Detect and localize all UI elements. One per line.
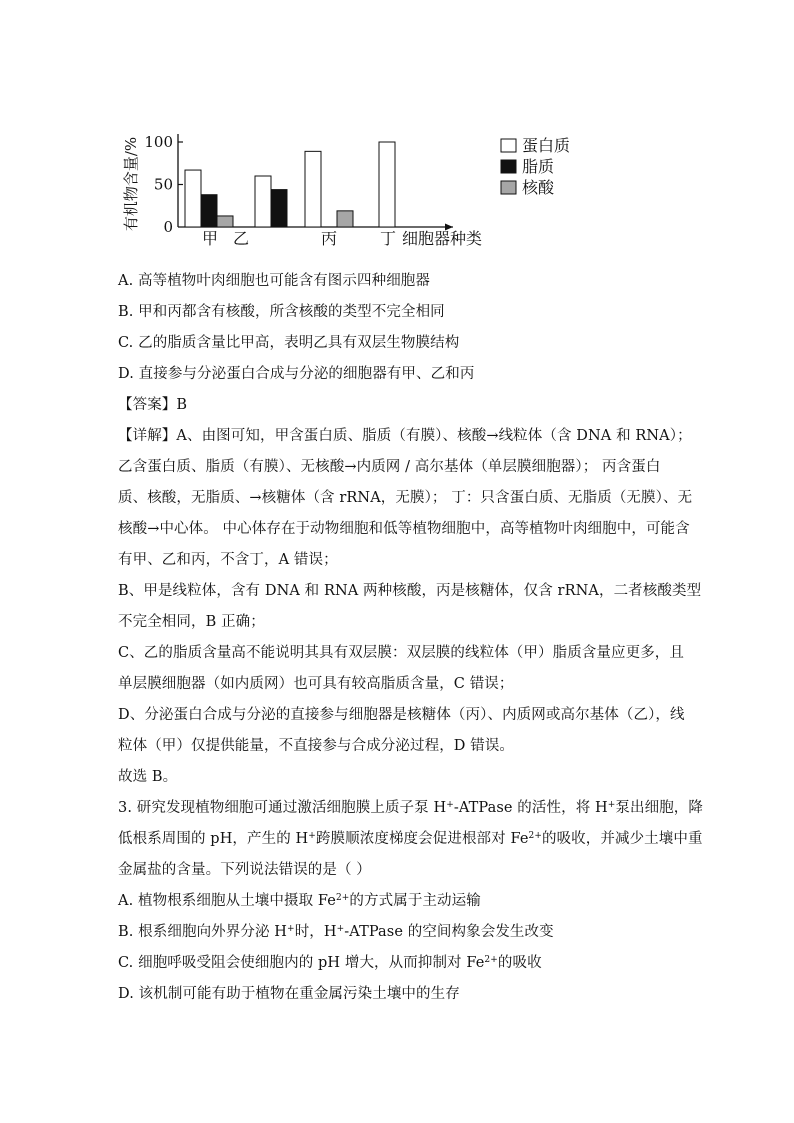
y-axis-label: 有机物含量/% <box>122 136 140 232</box>
legend-label: 核酸 <box>522 178 555 197</box>
explanation-line: 核酸→中心体。 中心体存在于动物细胞和低等植物细胞中，高等植物叶肉细胞中，可能含 <box>118 521 690 537</box>
explanation-line: 故选 B。 <box>118 769 178 785</box>
y-tick-label: 0 <box>163 218 173 236</box>
bar <box>379 142 395 227</box>
bar <box>185 170 201 227</box>
explanation-line: 有甲、乙和丙，不含丁，A 错误； <box>118 552 338 568</box>
option-line: A. 高等植物叶肉细胞也可能含有图示四种细胞器 <box>118 273 430 289</box>
bar <box>217 216 233 227</box>
bar <box>337 211 353 227</box>
explanation-line: 粒体（甲）仅提供能量，不直接参与合成分泌过程，D 错误。 <box>118 738 515 754</box>
option-line: D. 直接参与分泌蛋白合成与分泌的细胞器有甲、乙和丙 <box>118 366 475 382</box>
explanation-line: 【详解】A、由图可知，甲含蛋白质、脂质（有膜）、核酸→线粒体（含 DNA 和 RNA）； <box>118 428 692 444</box>
q3-option-a: A. 植物根系细胞从土壤中摄取 $Fe^{2+}$的方式属于主动运输 <box>118 893 481 909</box>
q3-stem-line-1: 3. 研究发现植物细胞可通过激活细胞膜上质子泵 H+-ATPase 的活性，将 H+泵出细胞，降 <box>118 800 704 816</box>
bar <box>305 151 321 227</box>
y-tick-label: 100 <box>144 133 173 151</box>
legend-swatch <box>501 139 516 152</box>
bar-chart <box>118 116 588 266</box>
x-category-label: 丁 <box>379 229 397 248</box>
bar <box>271 190 287 227</box>
bar <box>255 176 271 227</box>
x-category-label: 丙 <box>320 229 338 248</box>
question-3 <box>118 793 704 1010</box>
explanation-line: B、甲是线粒体，含有 DNA 和 RNA 两种核酸，丙是核糖体，仅含 rRNA，二者核酸类型 <box>118 583 702 599</box>
answer-line: 【答案】B <box>118 397 188 413</box>
q3-option-d: D. 该机制可能有助于植物在重金属污染土壤中的生存 <box>118 986 460 1002</box>
option-line: B. 甲和丙都含有核酸，所含核酸的类型不完全相同 <box>118 304 445 320</box>
legend-swatch <box>501 160 516 173</box>
q3-option-b: B. 根系细胞向外界分泌 H+时，H+-ATPase 的空间构象会发生改变 <box>118 924 554 940</box>
options-list <box>118 266 678 390</box>
q3-stem-line-3: 金属盐的含量。下列说法错误的是（ ） <box>118 862 371 878</box>
explanation-line: 单层膜细胞器（如内质网）也可具有较高脂质含量，C 错误； <box>118 676 514 692</box>
explanation-line: C、乙的脂质含量高不能说明其具有双层膜：双层膜的线粒体（甲）脂质含量应更多，且 <box>118 645 684 661</box>
y-tick-label: 50 <box>153 175 173 194</box>
explanation-line: 质、核酸，无脂质、→核糖体（含 rRNA，无膜）； 丁：只含蛋白质、无脂质（无膜）、无 <box>118 490 693 506</box>
x-axis-label: 细胞器种类 <box>401 229 483 248</box>
bar <box>201 195 217 227</box>
legend-swatch <box>501 181 516 194</box>
question-content <box>118 266 704 1010</box>
option-line: C. 乙的脂质含量比甲高，表明乙具有双层生物膜结构 <box>118 335 460 351</box>
q3-option-c: C. 细胞呼吸受阻会使细胞内的 pH 增大，从而抑制对 $Fe^{2+}$的吸收 <box>118 955 542 971</box>
explanation <box>118 421 702 793</box>
x-category-label: 甲 <box>201 229 219 248</box>
explanation-line: D、分泌蛋白合成与分泌的直接参与细胞器是核糖体（丙）、内质网或高尔基体（乙），线 <box>118 707 685 723</box>
explanation-line: 不完全相同，B 正确； <box>118 614 265 630</box>
bar-chart-svg <box>118 116 588 266</box>
legend-label: 蛋白质 <box>522 136 571 155</box>
explanation-line: 乙含蛋白质、脂质（有膜）、无核酸→内质网 / 高尔基体（单层膜细胞器）； 丙含蛋白 <box>118 459 661 475</box>
q3-stem-line-2: 低根系周围的 pH，产生的 H+跨膜顺浓度梯度会促进根部对 $Fe^{2+}$的吸收，并减少土壤中重 <box>118 831 703 847</box>
legend-label: 脂质 <box>522 157 555 176</box>
x-category-label: 乙 <box>232 229 250 248</box>
